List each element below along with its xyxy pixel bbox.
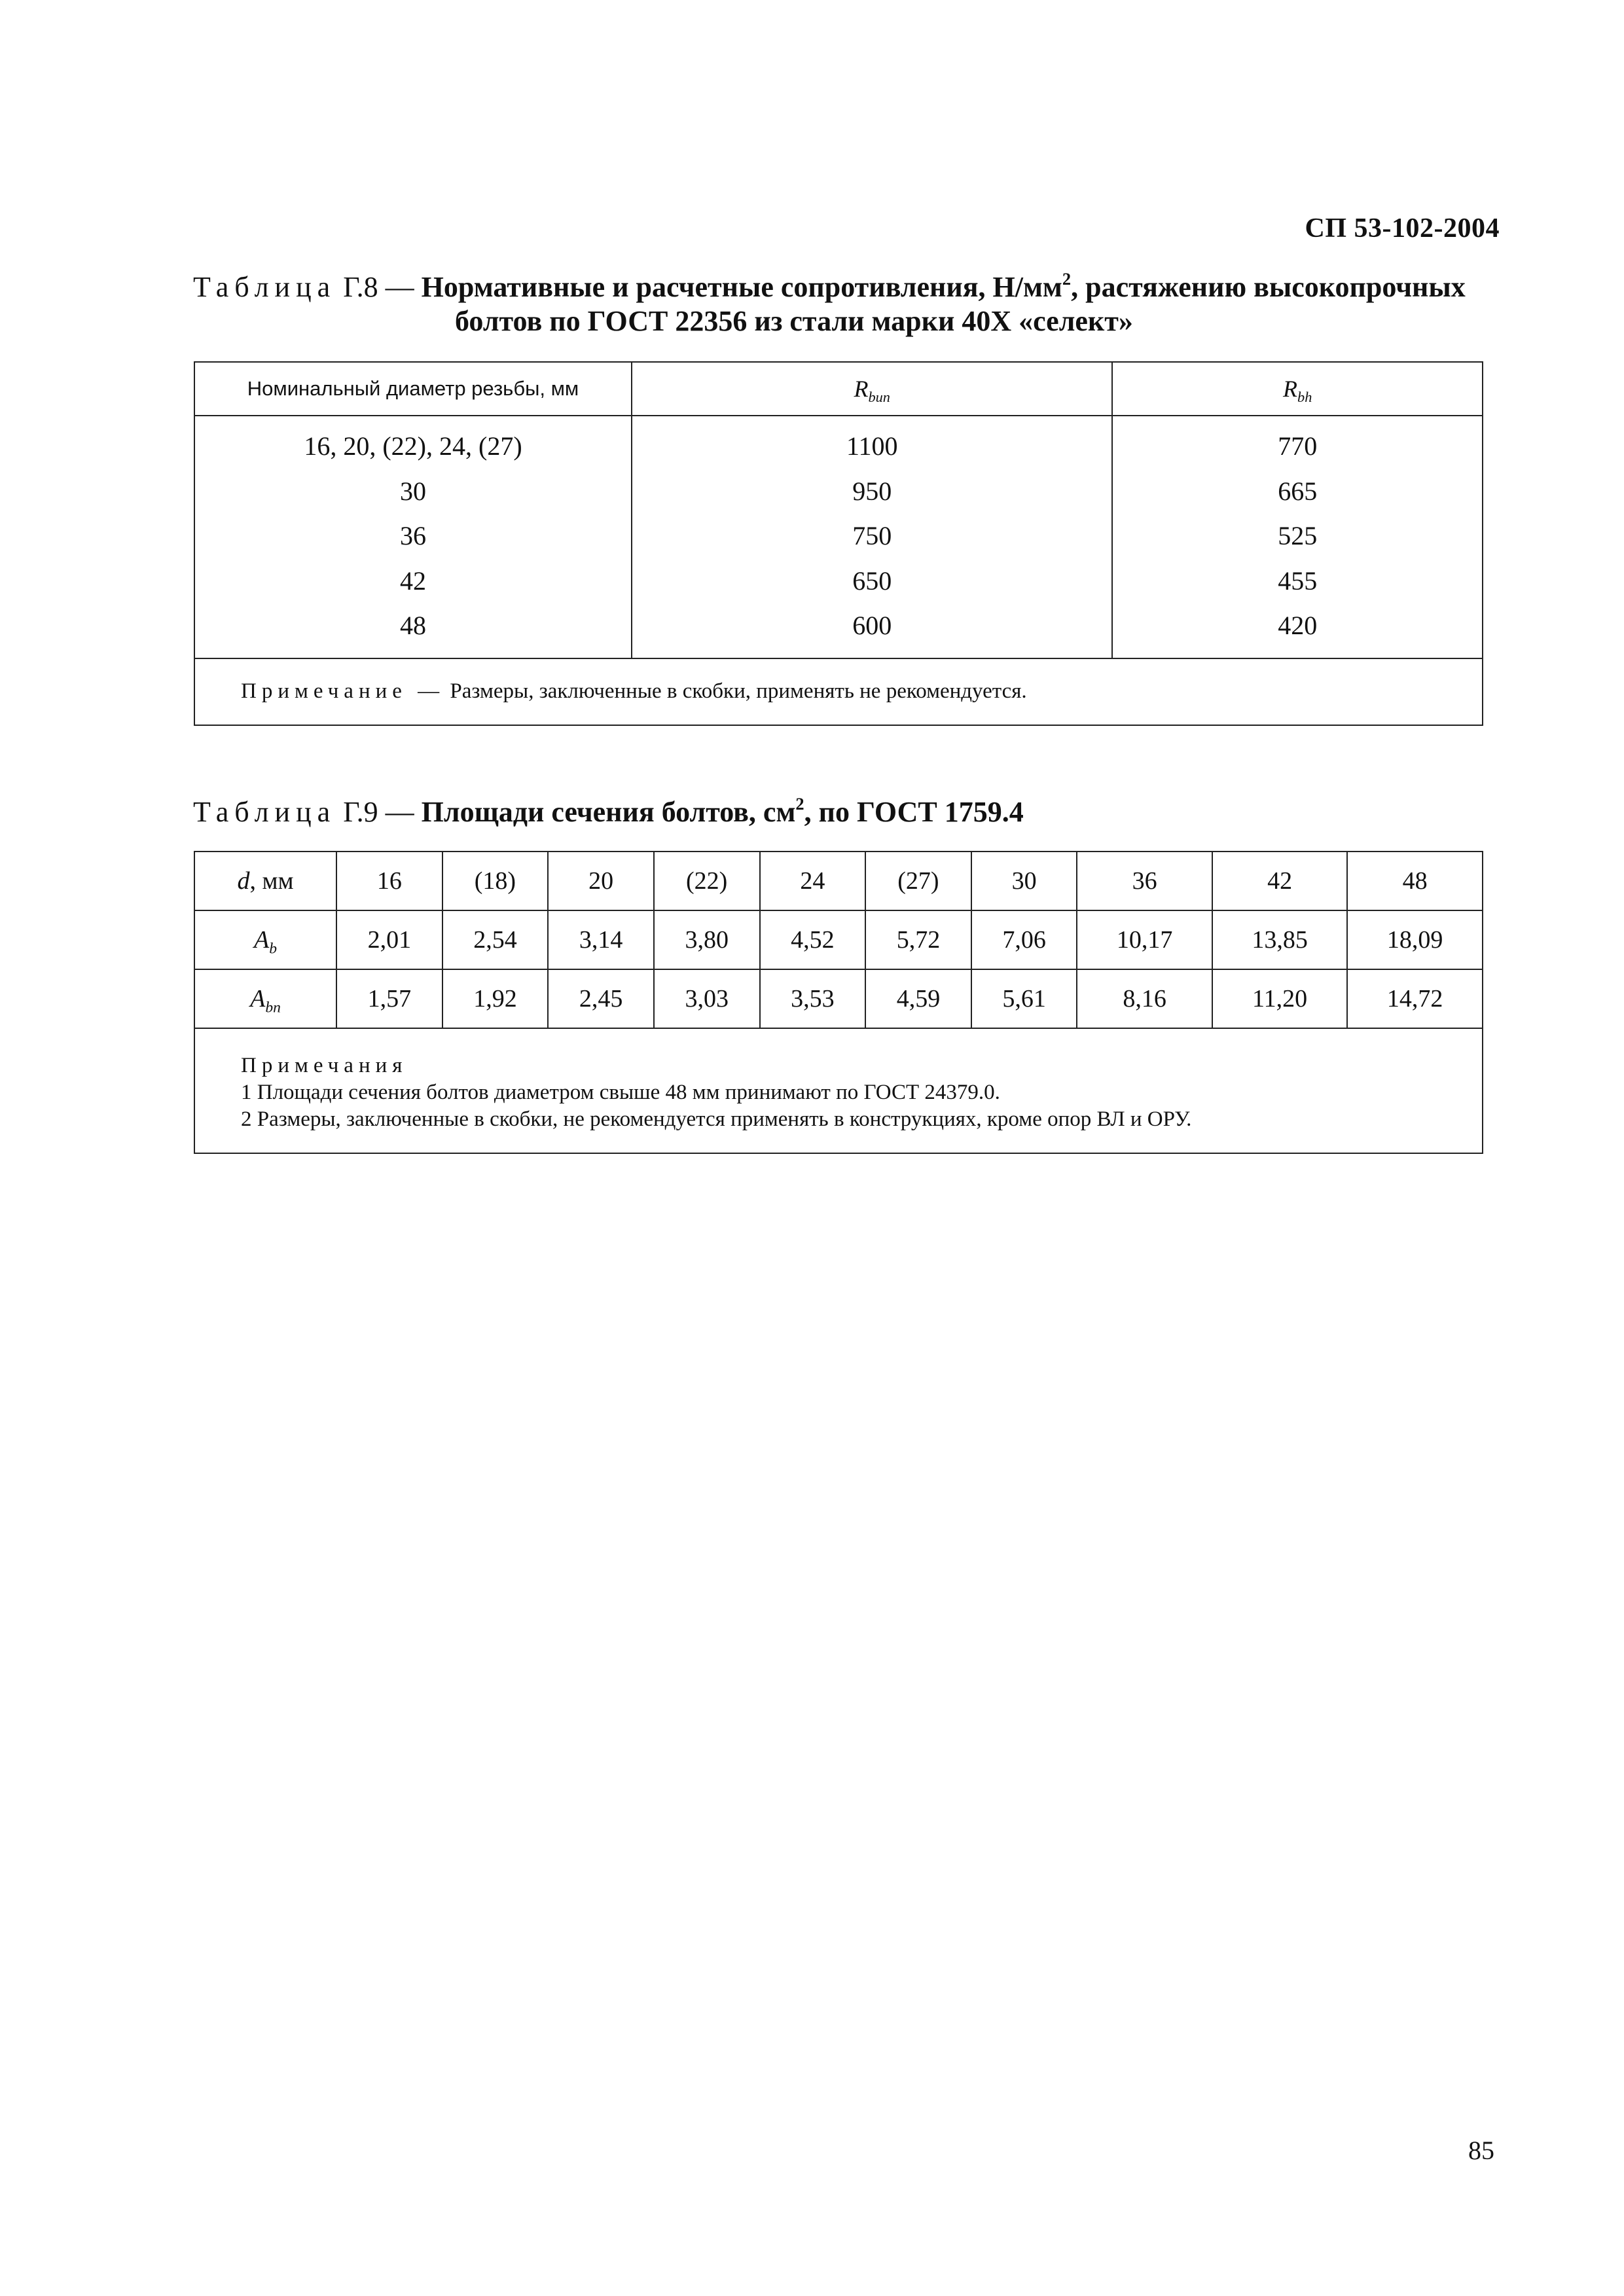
- row-label-abn: [194, 969, 336, 1028]
- caption-number: Г.9 —: [343, 796, 414, 828]
- note-1: 1 Площади сечения болтов диаметром свыше 48 мм принимают по ГОСТ 24379.0.: [241, 1081, 1000, 1104]
- ab-cell: 2,54: [442, 910, 549, 969]
- row-label-abn-sub: bn: [265, 999, 281, 1016]
- diameter-cell: 20: [548, 852, 654, 910]
- caption-title-part-b: , по ГОСТ 1759.4: [804, 796, 1024, 828]
- table-g9-caption: [193, 795, 1496, 829]
- diameter-cell: 42: [1212, 852, 1347, 910]
- ab-cell: 2,01: [336, 910, 442, 969]
- caption-prefix: Таблица: [193, 796, 336, 828]
- ab-cell: 3,14: [548, 910, 654, 969]
- row-label-d-rest: , мм: [249, 867, 294, 895]
- diameter-cell: 36: [400, 521, 426, 550]
- header-rbun-sub: bun: [868, 389, 890, 406]
- ab-row: [194, 910, 1483, 969]
- diameter-cell: 16, 20, (22), 24, (27): [304, 431, 522, 461]
- table-header-row: [194, 362, 1483, 416]
- header-rbh-base: R: [1283, 376, 1298, 402]
- notes-label: Примечания: [241, 1054, 408, 1077]
- rbh-column: [1112, 416, 1483, 658]
- table-note: [194, 658, 1483, 725]
- rbun-column: [632, 416, 1112, 658]
- ab-cell: 4,52: [760, 910, 866, 969]
- ab-cell: 13,85: [1212, 910, 1347, 969]
- note-2: 2 Размеры, заключенные в скобки, не рекомендуется применять в конструкциях, кроме опор ВЛ и ОРУ.: [241, 1107, 1192, 1131]
- ab-cell: 7,06: [971, 910, 1077, 969]
- table-g8: [194, 361, 1483, 726]
- document-code: СП 53-102-2004: [1305, 213, 1500, 243]
- diameter-cell: 36: [1077, 852, 1212, 910]
- caption-number: Г.8 —: [343, 271, 414, 303]
- table-g9: [194, 851, 1483, 1154]
- table-note-row: [194, 658, 1483, 725]
- ab-cell: 18,09: [1347, 910, 1483, 969]
- ab-cell: 5,72: [865, 910, 971, 969]
- diameter-row: [194, 852, 1483, 910]
- rbun-cell: 1100: [846, 431, 898, 461]
- row-label-d-italic: d: [237, 867, 250, 895]
- table-body-row: [194, 416, 1483, 658]
- rbh-cell: 420: [1278, 611, 1318, 640]
- rbun-cell: 600: [852, 611, 892, 640]
- diameter-cell: 16: [336, 852, 442, 910]
- page-number: 85: [1468, 2136, 1494, 2165]
- diameter-cell: (27): [865, 852, 971, 910]
- caption-title-part-b: , растяжению высокопрочных: [1071, 271, 1466, 303]
- table-g8-caption: [193, 270, 1496, 338]
- ab-cell: 3,80: [654, 910, 760, 969]
- diameter-cell: (22): [654, 852, 760, 910]
- abn-cell: 8,16: [1077, 969, 1212, 1028]
- caption-superscript: 2: [795, 793, 804, 814]
- caption-title-line-2: болтов по ГОСТ 22356 из стали марки 40Х «селект»: [455, 305, 1133, 337]
- table-notes: [194, 1028, 1483, 1153]
- header-rbun-base: R: [854, 376, 869, 402]
- note-text: Размеры, заключенные в скобки, применять не рекомендуется.: [444, 679, 1027, 703]
- caption-prefix: Таблица: [193, 271, 336, 303]
- header-nominal-diameter: Номинальный диаметр резьбы, мм: [194, 362, 632, 416]
- caption-title-part-a: Нормативные и расчетные сопротивления, Н/мм: [421, 271, 1062, 303]
- rbun-cell: 650: [852, 565, 892, 596]
- abn-cell: 11,20: [1212, 969, 1347, 1028]
- abn-cell: 1,92: [442, 969, 549, 1028]
- diameter-cell: 30: [400, 476, 426, 506]
- rbh-cell: 455: [1278, 565, 1318, 596]
- abn-cell: 5,61: [971, 969, 1077, 1028]
- abn-cell: 4,59: [865, 969, 971, 1028]
- diameter-column: [194, 416, 632, 658]
- row-label-abn-base: A: [250, 985, 266, 1013]
- diameter-cell: 42: [400, 565, 426, 596]
- header-rbh-sub: bh: [1297, 389, 1312, 406]
- diameter-cell: 30: [971, 852, 1077, 910]
- diameter-cell: (18): [442, 852, 549, 910]
- abn-cell: 14,72: [1347, 969, 1483, 1028]
- abn-cell: 2,45: [548, 969, 654, 1028]
- rbh-cell: 665: [1278, 476, 1318, 506]
- rbh-cell: 525: [1278, 521, 1318, 550]
- ab-cell: 10,17: [1077, 910, 1212, 969]
- row-label-ab-sub: b: [269, 940, 277, 958]
- note-label: Примечание —: [241, 679, 445, 703]
- row-label-ab-base: A: [254, 926, 270, 954]
- diameter-cell: 48: [1347, 852, 1483, 910]
- abn-cell: 1,57: [336, 969, 442, 1028]
- rbun-cell: 750: [852, 521, 892, 550]
- rbun-cell: 950: [852, 476, 892, 506]
- caption-superscript: 2: [1062, 268, 1072, 289]
- header-rbun: [632, 362, 1112, 416]
- abn-cell: 3,03: [654, 969, 760, 1028]
- abn-cell: 3,53: [760, 969, 866, 1028]
- row-label-ab: [194, 910, 336, 969]
- table-notes-row: [194, 1028, 1483, 1153]
- row-label-d: [194, 852, 336, 910]
- caption-title-part-a: Площади сечения болтов, см: [421, 796, 796, 828]
- abn-row: [194, 969, 1483, 1028]
- rbh-cell: 770: [1278, 431, 1318, 461]
- header-rbh: [1112, 362, 1483, 416]
- diameter-cell: 48: [400, 611, 426, 640]
- diameter-cell: 24: [760, 852, 866, 910]
